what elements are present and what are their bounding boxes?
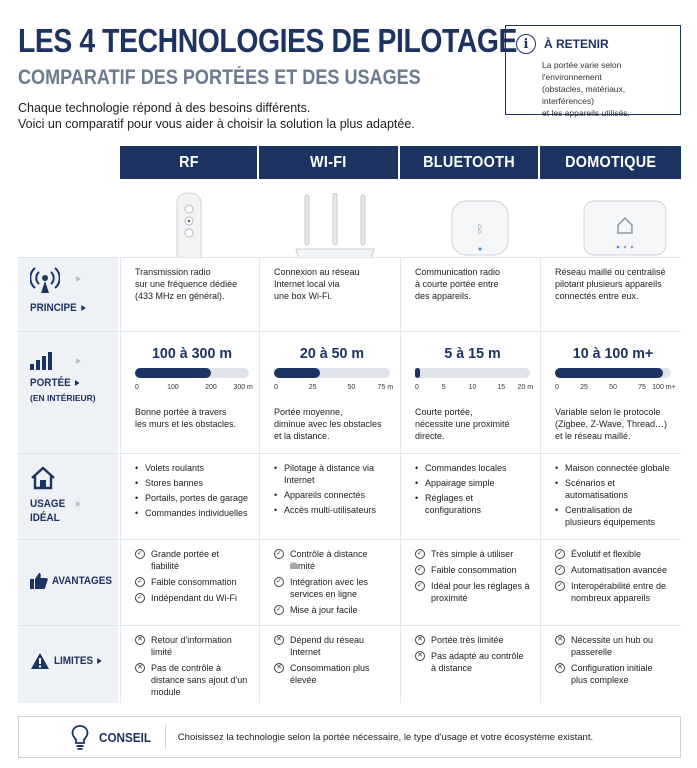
row-label-text: PORTÉE: [30, 377, 80, 389]
row-label-text: IDÉAL: [30, 512, 60, 524]
cell-principe-rf: Transmission radio sur une fréquence dédiée (433 MHz en général).: [120, 257, 259, 331]
cell-usage-bluetooth: • Commandes locales • Appairage simple • Réglages et configurations: [400, 453, 540, 539]
range-ticks: [415, 382, 534, 394]
conseil-label: CONSEIL: [99, 729, 152, 745]
tick-label: 300 m: [233, 384, 253, 391]
row-label-principe: [18, 257, 118, 331]
list-item: ✓ Automatisation avancée: [555, 564, 671, 576]
column-header-bluetooth: BLUETOOTH: [400, 146, 538, 179]
list-item: ✓ Interopérabilité entre de nombreux appareils: [555, 580, 671, 604]
list-item: ✓ Idéal pour les réglages à proximité: [415, 580, 530, 604]
cell-usage-domotique: • Maison connectée globale • Scénarios et automatisations • Centralisation de plusieurs équipements: [540, 453, 681, 539]
list-item: ✓ Contrôle à distance illimité: [274, 548, 390, 572]
column-header-rf: RF: [120, 146, 257, 179]
divider: [165, 725, 166, 749]
cross-circle-icon: ✕: [555, 635, 565, 645]
arrow-right-icon: [81, 305, 86, 311]
cell-usage-rf: • Volets roulants • Stores bannes • Portails, portes de garage • Commandes individuelles: [120, 453, 259, 539]
list-item: ✓ Faible consommation: [135, 576, 249, 588]
cell-portee-bluetooth: [400, 331, 540, 453]
cell-limites-wifi: [259, 625, 400, 703]
list-item: ✓ Mise à jour facile: [274, 604, 390, 616]
check-circle-icon: ✓: [415, 581, 425, 591]
thumbs-up-icon: [30, 572, 48, 590]
arrow-right-icon: [76, 276, 81, 282]
svg-text:ᛒ: ᛒ: [476, 222, 484, 236]
signal-bars-icon: [30, 350, 56, 370]
retenir-line: et les appareils utilisés.: [542, 108, 630, 118]
column-header-wifi: WI-FI: [259, 146, 398, 179]
tick-label: 20 m: [517, 384, 534, 391]
tick-label: 75: [638, 384, 646, 391]
cell-limites-bluetooth: [400, 625, 540, 703]
tick-label: 100 m+: [652, 384, 676, 391]
tick-label: 0: [555, 384, 559, 391]
list-item: ✕ Portée très limitée: [415, 634, 530, 646]
cell-avantages-bluetooth: [400, 539, 540, 625]
cell-portee-rf: [120, 331, 259, 453]
tick-label: 5: [441, 384, 446, 391]
list-item: ✕ Pas de contrôle à distance sans ajout d'un module: [135, 662, 249, 698]
list-item: ✓ Intégration avec les services en ligne: [274, 576, 390, 600]
row-label-text: LIMITES: [54, 655, 102, 667]
house-icon: [30, 466, 56, 490]
arrow-right-icon: [98, 658, 103, 664]
retenir-line: La portée varie selon l'environnement: [542, 60, 622, 82]
check-circle-icon: ✓: [135, 549, 145, 559]
list-item: ✕ Consommation plus élevée: [274, 662, 390, 686]
range-ticks: [555, 382, 676, 394]
range-bar: [135, 368, 249, 378]
row-principe: [18, 257, 681, 331]
retenir-label: À RETENIR: [544, 37, 609, 51]
range-description: Courte portée, nécessite une proximité directe.: [415, 407, 510, 441]
range-bar: [555, 368, 671, 378]
check-circle-icon: ✓: [274, 605, 284, 615]
row-label-text: PRINCIPE: [30, 302, 86, 314]
range-bar-fill: [135, 368, 211, 378]
row-usage: [18, 453, 681, 539]
range-value: 100 à 300 m: [151, 345, 233, 362]
list-item: ✕ Configuration initiale plus complexe: [555, 662, 671, 686]
retenir-line: (obstacles, matériaux, interférences): [542, 84, 626, 106]
tick-label: 0: [135, 384, 139, 391]
list-item: ✓ Grande portée et fiabilité: [135, 548, 249, 572]
list-item: ✓ Faible consommation: [415, 564, 530, 576]
info-icon: i: [516, 34, 536, 54]
intro-line: Voici un comparatif pour vous aider à choisir la solution la plus adaptée.: [18, 117, 415, 131]
cell-portee-domotique: [540, 331, 681, 453]
row-label-text: AVANTAGES: [52, 575, 112, 587]
list-item: ✓ Indépendant du Wi-Fi: [135, 592, 249, 604]
list-item: ✕ Pas adapté au contrôle à distance: [415, 650, 530, 674]
cross-circle-icon: ✕: [415, 651, 425, 661]
conseil-box: [18, 716, 681, 758]
arrow-right-icon: [76, 501, 81, 507]
cell-principe-wifi: Connexion au réseau Internet local via une box Wi-Fi.: [259, 257, 400, 331]
row-label-sub: (EN INTÉRIEUR): [30, 393, 96, 403]
range-bar: [274, 368, 390, 378]
row-label-avantages: [18, 539, 118, 625]
antenna-icon: [30, 266, 60, 294]
page-subtitle: COMPARATIF DES PORTÉES ET DES USAGES: [18, 66, 421, 89]
range-value: 10 à 100 m+: [572, 345, 654, 362]
cross-circle-icon: ✕: [135, 635, 145, 645]
tick-label: 0: [415, 384, 419, 391]
arrow-right-icon: [76, 358, 81, 364]
row-avantages: [18, 539, 681, 625]
check-circle-icon: ✓: [415, 565, 425, 575]
cell-portee-wifi: [259, 331, 400, 453]
range-description: Bonne portée à travers les murs et les obstacles.: [135, 407, 237, 429]
range-ticks: [274, 382, 394, 394]
row-limites: [18, 625, 681, 703]
cell-avantages-rf: [120, 539, 259, 625]
tick-label: 200: [205, 384, 217, 391]
list-item: ✕ Dépend du réseau Internet: [274, 634, 390, 658]
page-title: LES 4 TECHNOLOGIES DE PILOTAGE: [18, 22, 518, 59]
row-label-limites: [18, 625, 118, 703]
list-item: ✕ Retour d'information limité: [135, 634, 249, 658]
check-circle-icon: ✓: [555, 581, 565, 591]
range-bar-fill: [415, 368, 420, 378]
row-label-text: USAGE: [30, 498, 66, 510]
check-circle-icon: ✓: [555, 549, 565, 559]
cell-avantages-domotique: [540, 539, 681, 625]
tick-label: 10: [468, 384, 477, 391]
list-item: ✕ Nécessite un hub ou passerelle: [555, 634, 671, 658]
lightbulb-icon: [71, 724, 89, 750]
tick-label: 75 m: [377, 384, 394, 391]
retenir-text: [516, 59, 670, 119]
intro-text: [18, 100, 415, 132]
range-description: Variable selon le protocole (Zigbee, Z-Wave, Thread…) et le réseau maillé.: [555, 407, 668, 441]
list-item: ✓ Évolutif et flexible: [555, 548, 671, 560]
column-header-domotique: DOMOTIQUE: [540, 146, 681, 179]
cross-circle-icon: ✕: [415, 635, 425, 645]
tick-label: 25: [308, 384, 317, 391]
range-value: 5 à 15 m: [444, 345, 501, 362]
check-circle-icon: ✓: [135, 593, 145, 603]
range-bar: [415, 368, 530, 378]
bluetooth-hub-image: [450, 199, 510, 257]
tick-label: 25: [580, 384, 588, 391]
range-bar-fill: [555, 368, 663, 378]
range-bar-fill: [274, 368, 320, 378]
row-portee: [18, 331, 681, 453]
cell-principe-bluetooth: Communication radio à courte portée entre des appareils.: [400, 257, 540, 331]
tick-label: 15: [497, 384, 506, 391]
cell-avantages-wifi: [259, 539, 400, 625]
range-description: Portée moyenne, diminue avec les obstacles et la distance.: [274, 407, 382, 441]
warning-icon: [30, 652, 50, 670]
range-value: 20 à 50 m: [299, 345, 365, 362]
tick-label: 50: [609, 384, 617, 391]
check-circle-icon: ✓: [135, 577, 145, 587]
tick-label: 0: [274, 384, 278, 391]
cell-limites-domotique: [540, 625, 681, 703]
arrow-right-icon: [75, 380, 80, 386]
row-label-portee: [18, 331, 118, 453]
check-circle-icon: ✓: [274, 549, 284, 559]
domotique-hub-image: [580, 199, 670, 257]
cell-limites-rf: [120, 625, 259, 703]
conseil-text: Choisissez la technologie selon la portée nécessaire, le type d'usage et votre écosystème existant.: [177, 731, 594, 743]
check-circle-icon: ✓: [555, 565, 565, 575]
product-images-row: [120, 179, 681, 257]
tick-label: 50: [347, 384, 356, 391]
cross-circle-icon: ✕: [274, 663, 284, 673]
tick-label: 100: [167, 384, 179, 391]
cell-principe-domotique: Réseau maillé ou centralisé pilotant plusieurs appareils connectés entre eux.: [540, 257, 681, 331]
cross-circle-icon: ✕: [274, 635, 284, 645]
list-item: ✓ Très simple à utiliser: [415, 548, 530, 560]
cross-circle-icon: ✕: [555, 663, 565, 673]
intro-line: Chaque technologie répond à des besoins différents.: [18, 101, 311, 115]
check-circle-icon: ✓: [415, 549, 425, 559]
row-label-usage: [18, 453, 118, 539]
retenir-box: [505, 25, 681, 118]
range-ticks: [135, 382, 253, 394]
cross-circle-icon: ✕: [135, 663, 145, 673]
cell-usage-wifi: • Pilotage à distance via Internet • Appareils connectés • Accès multi-utilisateurs: [259, 453, 400, 539]
check-circle-icon: ✓: [274, 577, 284, 587]
